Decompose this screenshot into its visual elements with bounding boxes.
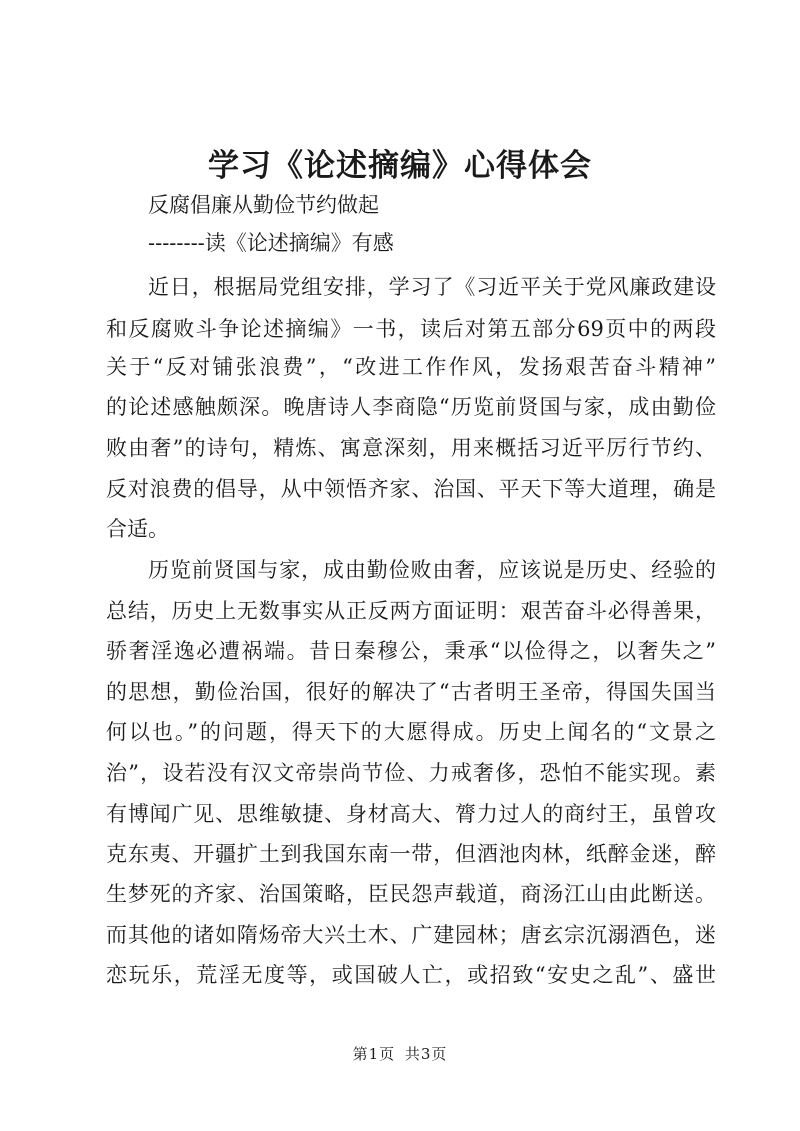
body-line: 的思想，勤俭治国，很好的解决了“古者明王圣帝，得国失国当 — [106, 680, 716, 704]
body-line: 骄奢淫逸必遭祸端。昔日秦穆公，秉承“以俭得之，以奢失之” — [106, 639, 716, 663]
body-line: 恋玩乐，荒淫无度等，或国破人亡，或招致“安史之乱”、盛世 — [106, 963, 716, 987]
body-line: 而其他的诸如隋炀帝大兴土木、广建园林；唐玄宗沉溺酒色，迷 — [106, 923, 716, 947]
body-line: 克东夷、开疆扩土到我国东南一带，但酒池肉林，纸醉金迷，醉 — [106, 842, 716, 866]
body-line: 关于“反对铺张浪费”，“改进工作作风，发扬艰苦奋斗精神” — [106, 355, 716, 379]
body-line: 总结，历史上无数事实从正反两方面证明：艰苦奋斗必得善果， — [106, 599, 716, 623]
document-title: 学习《论述摘编》心得体会 — [208, 148, 592, 184]
body-line: 和反腐败斗争论述摘编》一书，读后对第五部分69页中的两段 — [106, 317, 716, 341]
body-line: 历览前贤国与家，成由勤俭败由奢，应该说是历史、经验的 — [148, 558, 716, 582]
body-line: 败由奢”的诗句，精炼、寓意深刻，用来概括习近平厉行节约、 — [106, 436, 716, 460]
body-line: 何以也。”的问题，得天下的大愿得成。历史上闻名的“文景之 — [106, 720, 716, 744]
page-footer — [0, 1043, 800, 1064]
body-line: 生梦死的齐家、治国策略，臣民怨声载道，商汤江山由此断送。 — [106, 882, 716, 906]
body-line: 合适。 — [106, 517, 169, 541]
page-number: 第1页 — [352, 1045, 396, 1063]
document-byline: --------读《论述摘编》有感 — [148, 231, 394, 255]
page-total: 共3页 — [404, 1045, 448, 1063]
body-line: 有博闻广见、思维敏捷、身材高大、膂力过人的商纣王，虽曾攻 — [106, 802, 716, 826]
body-line: 的论述感触颇深。晚唐诗人李商隐“历览前贤国与家，成由勤俭 — [106, 395, 716, 419]
body-line: 反对浪费的倡导，从中领悟齐家、治国、平天下等大道理，确是 — [106, 477, 716, 501]
body-line: 治”，设若没有汉文帝崇尚节俭、力戒奢侈，恐怕不能实现。素 — [106, 761, 716, 785]
document-subtitle: 反腐倡廉从勤俭节约做起 — [148, 193, 379, 217]
body-line: 近日，根据局党组安排，学习了《习近平关于党风廉政建设 — [148, 275, 716, 299]
